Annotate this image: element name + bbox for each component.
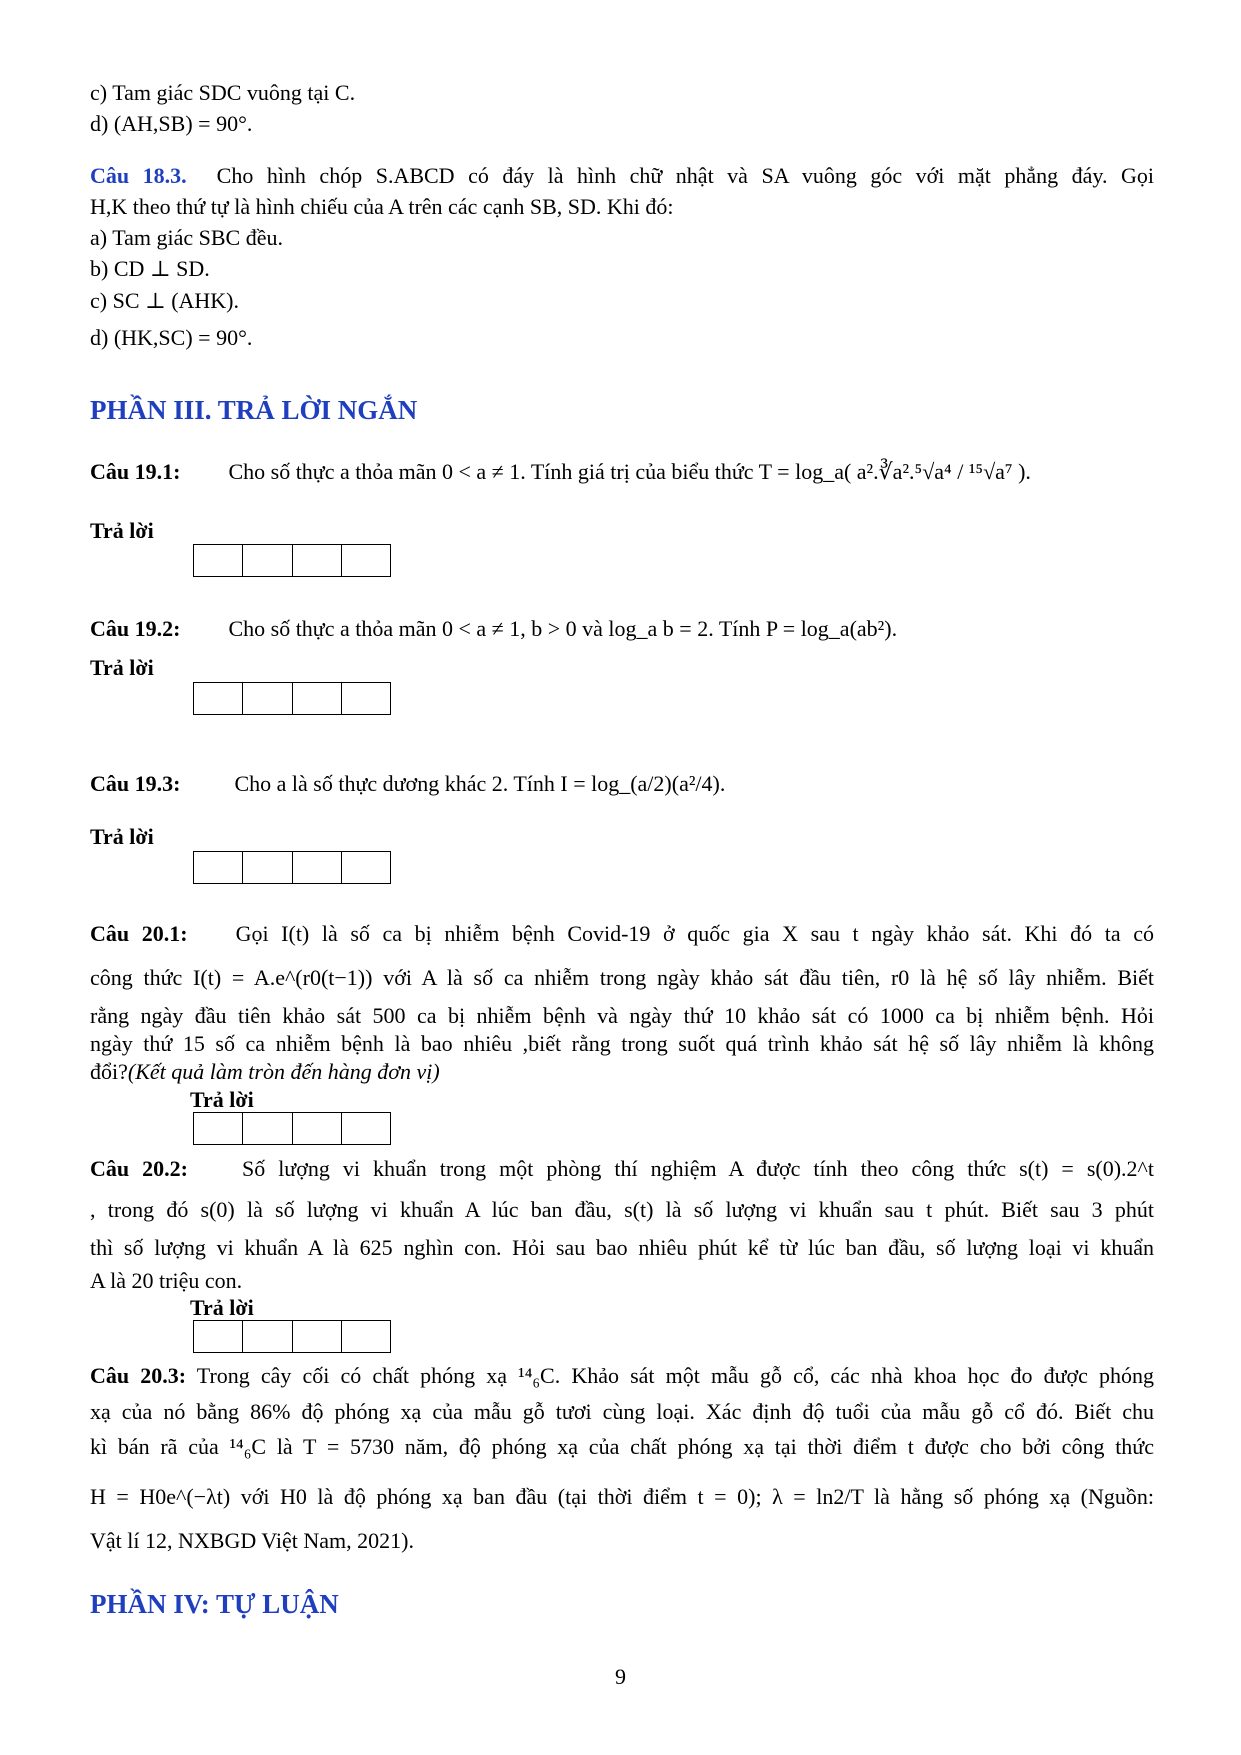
q18-3-stem-line-2: H,K theo thứ tự là hình chiếu của A trên các cạnh SB, SD. Khi đó: [90,194,674,219]
q19-1-answer-label: Trả lời [90,518,154,543]
q19-3-label: Câu 19.3: [90,771,181,796]
answer-cell[interactable] [342,545,390,576]
q20-1-answer-label: Trả lời [190,1087,254,1112]
q19-3-answer-box[interactable] [193,851,391,884]
answer-cell[interactable] [293,683,342,714]
q19-1-answer-box[interactable] [193,544,391,577]
answer-cell[interactable] [243,683,292,714]
q19-3-text: Cho a là số thực dương khác 2. Tính I = log_(a/2)(a²/4). [234,771,726,796]
q20-3-line-1: Câu 20.3: Trong cây cối có chất phóng xạ ¹⁴₆C. Khảo sát một mẫu gỗ cổ, các nhà khoa học đo được phóng [90,1363,1154,1388]
q18-2-option-d: d) (AH,SB) = 90°. [90,111,253,136]
q20-3-line-4: H = H0e^(−λt) với H0 là độ phóng xạ ban đầu (tại thời điểm t = 0); λ = ln2/T là hằng số phóng xạ (Nguồn: [90,1484,1154,1509]
answer-cell[interactable] [243,852,292,883]
answer-cell[interactable] [293,852,342,883]
q19-1-text: Cho số thực a thỏa mãn 0 < a ≠ 1. Tính giá trị của biểu thức T = log_a( a².∛a².⁵√a⁴ / ¹⁵√a⁷ ). [228,459,1031,484]
q20-3-line-3: kì bán rã của ¹⁴₆C là T = 5730 năm, độ phóng xạ của chất phóng xạ tại thời điểm t được cho bởi công thức [90,1434,1154,1459]
answer-cell[interactable] [243,1321,292,1352]
answer-cell[interactable] [243,545,292,576]
q20-3-line-2: xạ của nó bằng 86% độ phóng xạ của mẫu gỗ tươi cùng loại. Xác định độ tuổi của mẫu gỗ cổ đó. Biết chu [90,1399,1154,1424]
q19-2-answer-box[interactable] [193,682,391,715]
answer-cell[interactable] [342,1321,390,1352]
q18-3-option-a: a) Tam giác SBC đều. [90,225,283,250]
answer-cell[interactable] [243,1113,292,1144]
q19-1-label: Câu 19.1: [90,459,181,484]
q18-2-option-c: c) Tam giác SDC vuông tại C. [90,80,356,105]
q20-1-line-1: Câu 20.1: Gọi I(t) là số ca bị nhiễm bệnh Covid-19 ở quốc gia X sau t ngày khảo sát. Khi đó ta có [90,921,1155,946]
q19-2-answer-label: Trả lời [90,655,154,680]
q20-2-line-2: , trong đó s(0) là số lượng vi khuẩn A lúc ban đầu, s(t) là số lượng vi khuẩn sau t phút. Biết sau 3 phút [90,1197,1154,1222]
q19-2-label: Câu 19.2: [90,616,181,641]
answer-cell[interactable] [194,683,243,714]
answer-cell[interactable] [194,852,243,883]
answer-cell[interactable] [194,1113,243,1144]
q18-3-option-b: b) CD ⊥ SD. [90,256,210,281]
q19-3-line [90,770,725,798]
q20-2-line-3: thì số lượng vi khuẩn A là 625 nghìn con. Hỏi sau bao nhiêu phút kể từ lúc ban đầu, số lượng loại vi khuẩn [90,1235,1154,1260]
q20-2-label: Câu 20.2: [90,1156,188,1181]
q18-3-label: Câu 18.3. [90,163,187,188]
q19-2-text: Cho số thực a thỏa mãn 0 < a ≠ 1, b > 0 và log_a b = 2. Tính P = log_a(ab²). [228,616,898,641]
q20-2-line-4: A là 20 triệu con. [90,1268,243,1293]
q20-2-answer-box[interactable] [193,1320,391,1353]
q20-1-line-2: công thức I(t) = A.e^(r0(t−1)) với A là số ca nhiễm trong ngày khảo sát đầu tiên, r0 là hệ số lây nhiễm. Biết [90,965,1154,990]
q20-1-line-4: ngày thứ 15 số ca nhiễm bệnh là bao nhiêu ,biết rằng trong suốt quá trình khảo sát hệ số lây nhiễm là không [90,1031,1154,1056]
answer-cell[interactable] [293,1321,342,1352]
answer-cell[interactable] [194,1321,243,1352]
answer-cell[interactable] [194,545,243,576]
q20-1-line-5: đổi?(Kết quả làm tròn đến hàng đơn vị) [90,1059,440,1084]
q20-1-line-3: rằng ngày đầu tiên khảo sát 500 ca bị nhiễm bệnh và ngày thứ 10 khảo sát có 1000 ca bị nhiễm bệnh. Hỏi [90,1003,1154,1028]
q18-3-option-d: d) (HK,SC) = 90°. [90,325,253,350]
answer-cell[interactable] [293,545,342,576]
q20-3-line-5: Vật lí 12, NXBGD Việt Nam, 2021). [90,1528,414,1553]
part-4-heading: PHẦN IV: TỰ LUẬN [90,1589,339,1619]
q20-2-answer-label: Trả lời [190,1295,254,1320]
q20-1-answer-box[interactable] [193,1112,391,1145]
answer-cell[interactable] [342,683,390,714]
q20-2-line-1: Câu 20.2: Số lượng vi khuẩn trong một phòng thí nghiệm A được tính theo công thức s(t) = s(0).2^t [90,1156,1154,1181]
answer-cell[interactable] [342,1113,390,1144]
q18-3-stem-line-1: Câu 18.3. Cho hình chóp S.ABCD có đáy là hình chữ nhật và SA vuông góc với mặt phẳng đáy. Gọi [90,163,1154,188]
q19-3-answer-label: Trả lời [90,824,154,849]
q20-1-label: Câu 20.1: [90,921,188,946]
answer-cell[interactable] [342,852,390,883]
q20-3-label: Câu 20.3: [90,1363,187,1388]
q19-1-line [90,458,1031,486]
page-number: 9 [615,1664,626,1689]
q18-3-option-c: c) SC ⊥ (AHK). [90,288,240,313]
part-3-heading: PHẦN III. TRẢ LỜI NGẮN [90,395,418,425]
q19-2-line [90,615,897,643]
answer-cell[interactable] [293,1113,342,1144]
